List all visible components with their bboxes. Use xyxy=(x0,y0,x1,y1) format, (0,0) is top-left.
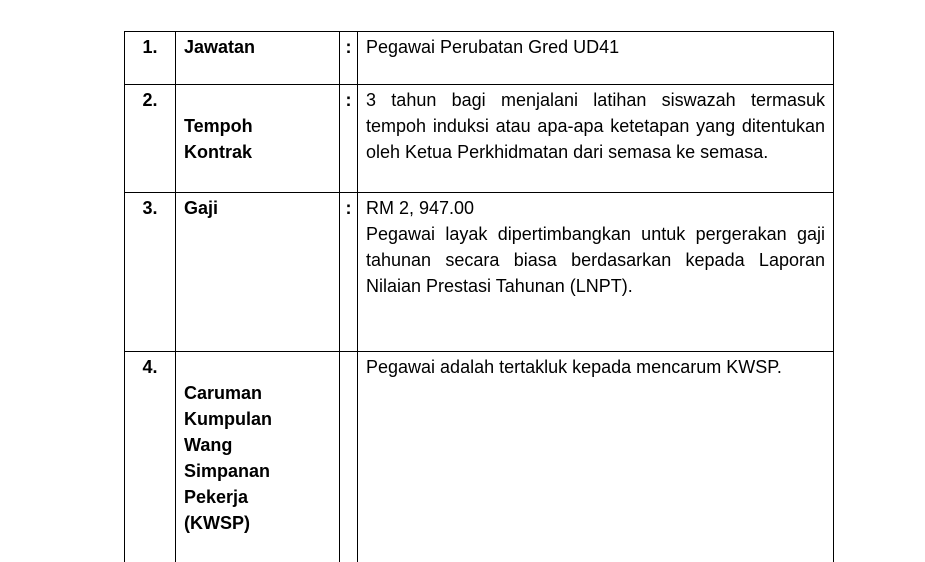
row-number: 4. xyxy=(125,352,176,562)
row-label xyxy=(176,352,340,562)
terms-table xyxy=(124,31,834,562)
row-number: 2. xyxy=(125,85,176,193)
row-colon: : xyxy=(340,193,358,352)
row-colon xyxy=(340,352,358,562)
row-number: 3. xyxy=(125,193,176,352)
row-colon: : xyxy=(340,32,358,85)
row-value xyxy=(358,85,834,193)
value-text: Pegawai layak dipertimbangkan untuk pergerakan gaji tahunan secara biasa berdasarkan kepada Laporan Nilaian Prestasi Tahunan (LNPT). xyxy=(366,221,825,299)
row-label-text: Caruman Kumpulan Wang Simpanan Pekerja (KWSP) xyxy=(184,380,294,536)
row-label: Jawatan xyxy=(176,32,340,85)
table-row-jawatan xyxy=(125,32,834,85)
row-label-text: Tempoh Kontrak xyxy=(184,113,274,165)
row-number: 1. xyxy=(125,32,176,85)
value-text: 3 tahun bagi menjalani latihan siswazah termasuk tempoh induksi atau apa-apa ketetapan yang ditentukan oleh Ketua Perkhidmatan dari semasa ke semasa. xyxy=(366,87,825,165)
table-row-gaji xyxy=(125,193,834,352)
value-text: Pegawai adalah tertakluk kepada mencarum KWSP. xyxy=(366,354,825,380)
row-value xyxy=(358,352,834,562)
row-label xyxy=(176,85,340,193)
row-colon: : xyxy=(340,85,358,193)
table-row-kwsp xyxy=(125,352,834,562)
row-label: Gaji xyxy=(176,193,340,352)
value-text: Pegawai Perubatan Gred UD41 xyxy=(366,34,825,60)
row-value xyxy=(358,193,834,352)
salary-amount: RM 2, 947.00 xyxy=(366,195,825,221)
table-row-tempoh-kontrak xyxy=(125,85,834,193)
row-value xyxy=(358,32,834,85)
